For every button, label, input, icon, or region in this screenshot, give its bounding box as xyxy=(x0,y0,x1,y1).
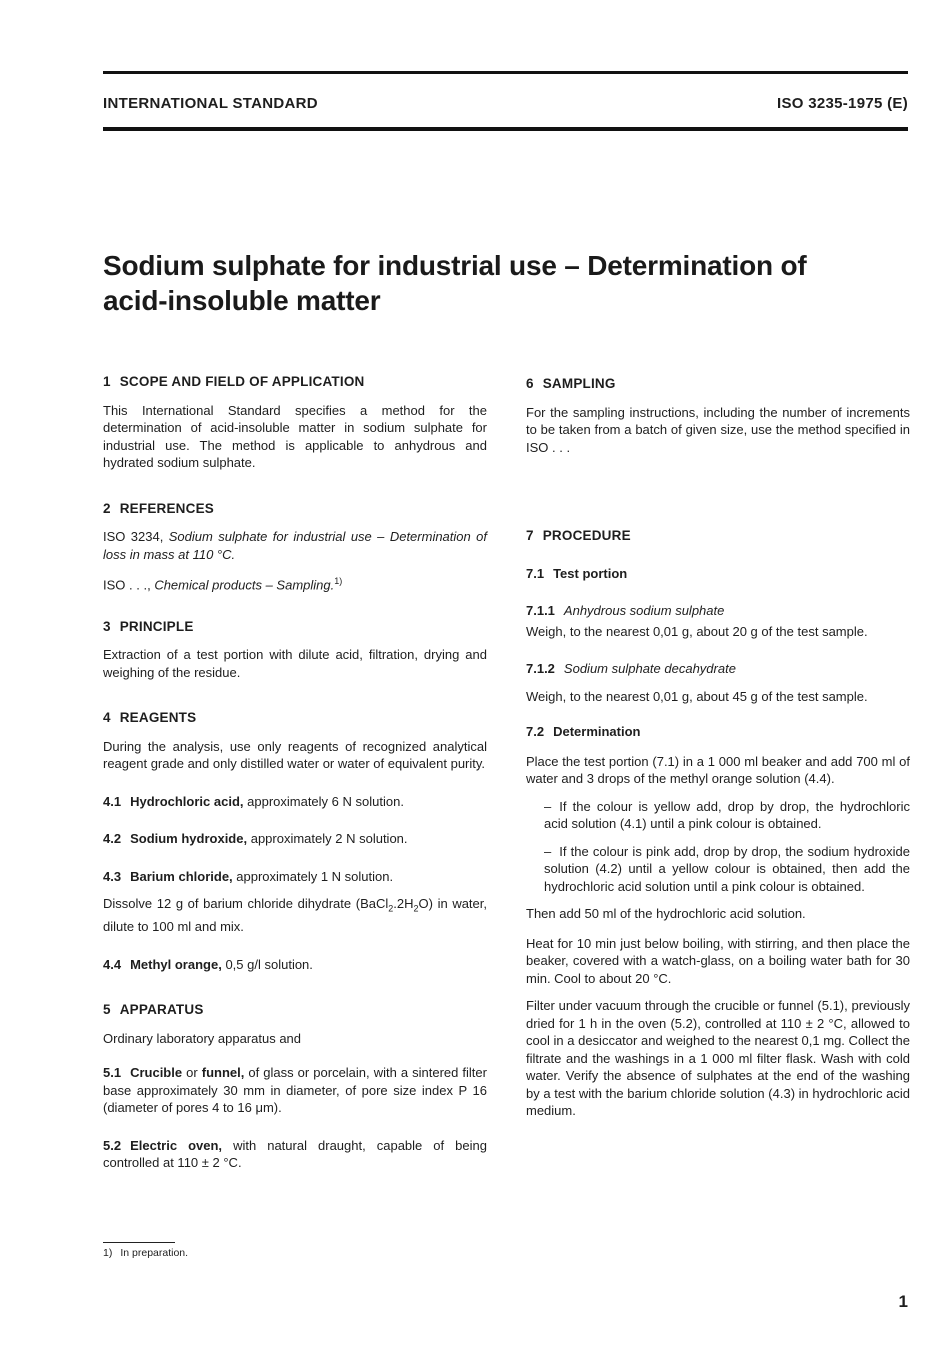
section-1-text: This International Standard specifies a method for the determination of acid-insoluble matter in sodium sulphate for industrial use. The method is applicable to anhydrous and hydrated sodium sulphate. xyxy=(103,402,487,470)
section-3-text: Extraction of a test portion with dilute acid, filtration, drying and weighing of the residue. xyxy=(103,647,487,680)
section-4-heading: 4 REAGENTS xyxy=(103,710,197,726)
reagent-4-3: 4.3 Barium chloride, approximately 1 N solution. xyxy=(103,868,394,884)
subsection-7-1-1-heading: 7.1.1 Anhydrous sodium sulphate xyxy=(526,603,725,618)
subsection-7-1-1-text: Weigh, to the nearest 0,01 g, about 20 g of the test sample. xyxy=(526,623,868,639)
page-number: 1 xyxy=(898,1292,908,1311)
subsection-7-1-2-text: Weigh, to the nearest 0,01 g, about 45 g of the test sample. xyxy=(526,688,868,704)
reagent-4-1: 4.1 Hydrochloric acid, approximately 6 N solution. xyxy=(103,793,404,809)
section-5-intro: Ordinary laboratory apparatus and xyxy=(103,1030,302,1046)
reagent-4-2: 4.2 Sodium hydroxide, approximately 2 N solution. xyxy=(103,831,408,847)
document-reference: ISO 3235-1975 (E) xyxy=(776,95,908,112)
subsection-7-1-heading: 7.1 Test portion xyxy=(526,565,628,581)
determination-step-4: Filter under vacuum through the crucible or funnel (5.1), previously dried for 1 h in the oven (5.2), controlled at 110 ± 2 °C, allowed to cool in a desiccator and weighed to the nearest 0,1 mg. Collect the filtrate and the washings in a 1 000 ml filter flask. Wash with cold water. Verify the absence of sulphates at the end of the washing by a test with the barium chloride solution (4.3) in hydrochloric acid medium. xyxy=(526,998,910,1118)
subsection-7-1-2-heading: 7.1.2 Sodium sulphate decahydrate xyxy=(526,661,736,676)
subsection-7-2-heading: 7.2 Determination xyxy=(526,724,641,739)
header-bottom-rule xyxy=(103,127,908,131)
title-line-1: Sodium sulphate for industrial use – Determination of xyxy=(103,250,807,281)
determination-dash-2: – If the colour is pink add, drop by drop, the sodium hydroxide solution (4.2) until a yellow colour is obtained, then add the hydrochloric acid solution until a pink colour is obtained. xyxy=(544,843,910,894)
determination-step-3: Heat for 10 min just below boiling, with stirring, and then place the beaker, covered with a watch-glass, on a boiling water bath for 30 min. Cool to about 20 °C. xyxy=(526,935,910,986)
determination-step-2: Then add 50 ml of the hydrochloric acid solution. xyxy=(526,906,806,921)
reagent-4-4: 4.4 Methyl orange, 0,5 g/l solution. xyxy=(103,956,313,972)
section-6-heading: 6 SAMPLING xyxy=(526,376,616,391)
document-title xyxy=(103,248,893,318)
title-line-2: acid-insoluble matter xyxy=(103,285,381,316)
left-column xyxy=(103,373,487,1172)
document-type: INTERNATIONAL STANDARD xyxy=(103,95,318,112)
section-1-heading: 1 SCOPE AND FIELD OF APPLICATION xyxy=(103,374,365,389)
apparatus-5-1: 5.1 Crucible or funnel, of glass or porcelain, with a sintered filter base approximately 30 mm in diameter, of pore size index P 16 (diameter of pores 4 to 16 μm). xyxy=(103,1065,487,1116)
footnote: 1) In preparation. xyxy=(103,1247,189,1259)
reference-2: ISO . . ., Chemical products – Sampling.$^{1)}$ xyxy=(103,576,343,593)
section-2-heading: 2 REFERENCES xyxy=(103,500,214,516)
section-6-text: For the sampling instructions, including the number of increments to be taken from a batch of given size, use the method specified in ISO . . . xyxy=(526,404,910,455)
section-5-heading: 5 APPARATUS xyxy=(103,1002,204,1018)
right-column xyxy=(526,373,910,1120)
reference-1: ISO 3234, Sodium sulphate for industrial use – Determination of loss in mass at 110 °C. xyxy=(103,529,487,562)
section-3-heading: 3 PRINCIPLE xyxy=(103,618,194,634)
footnote-rule xyxy=(103,1242,175,1243)
determination-dash-1: – If the colour is yellow add, drop by drop, the hydrochloric acid solution (4.1) until a pink colour is obtained. xyxy=(544,798,910,831)
determination-step-1: Place the test portion (7.1) in a 1 000 ml beaker and add 700 ml of water and 3 drops of the methyl orange solution (4.4). xyxy=(526,753,910,786)
apparatus-5-2: 5.2 Electric oven, with natural draught, capable of being controlled at 110 ± 2 °C. xyxy=(103,1137,487,1171)
section-7-heading: 7 PROCEDURE xyxy=(526,528,631,543)
section-4-intro: During the analysis, use only reagents of recognized analytical reagent grade and only distilled water or water of equivalent purity. xyxy=(103,738,487,772)
header-top-rule xyxy=(103,71,908,74)
reagent-4-3-preparation: Dissolve 12 g of barium chloride dihydrate $(BaCl_2.2H_2O)$ in water, dilute to 100 ml and mix. xyxy=(103,896,487,935)
